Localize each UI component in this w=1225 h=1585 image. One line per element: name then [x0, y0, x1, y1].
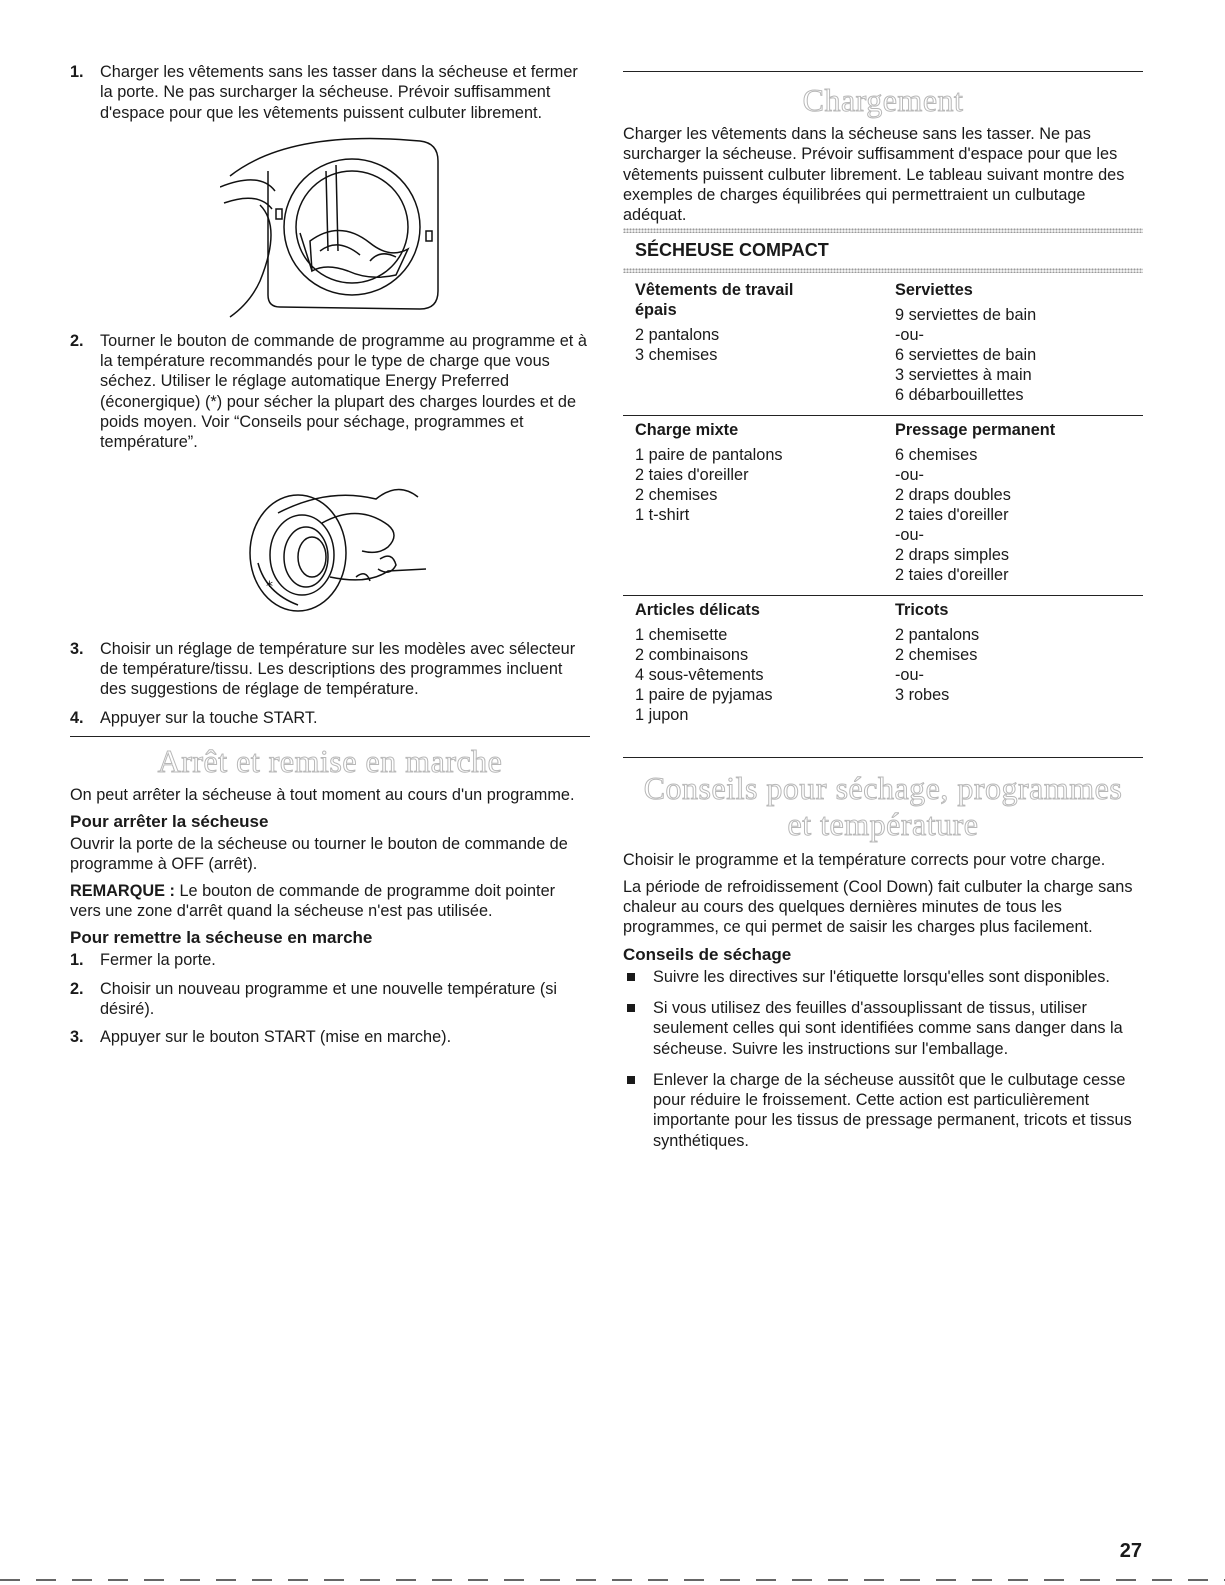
- cell-heading: Serviettes: [895, 281, 973, 300]
- cell-item: 1 jupon: [635, 706, 689, 725]
- cell-item: 2 combinaisons: [635, 646, 749, 665]
- chargement-title: Chargement: [802, 82, 964, 118]
- step-item: [70, 1027, 590, 1047]
- table-cell: [623, 596, 883, 736]
- control-knob-icon: [238, 473, 428, 613]
- cell-item: 3 serviettes à main: [895, 366, 1032, 385]
- cell-item: 6 débarbouillettes: [895, 386, 1024, 405]
- stop-text: Ouvrir la porte de la sécheuse ou tourner le bouton de commande de programme à OFF (arrêt).: [70, 835, 568, 874]
- table-row: [623, 276, 1143, 416]
- cell-item: 2 pantalons: [635, 326, 720, 345]
- step-number: 3.: [70, 1028, 84, 1047]
- bottom-dashed-border: [0, 1579, 1225, 1581]
- section-divider: [623, 757, 1143, 758]
- cell-item: -ou-: [895, 526, 924, 545]
- dryer-door-icon: [220, 131, 450, 321]
- restart-steps-list: [70, 950, 590, 1047]
- right-column: [623, 71, 1143, 1162]
- cell-item: 4 sous-vêtements: [635, 666, 764, 685]
- cell-item: 2 draps simples: [895, 546, 1010, 565]
- step-text: Appuyer sur le bouton START (mise en marche).: [100, 1028, 452, 1047]
- section-divider: [70, 736, 590, 737]
- step-number: 3.: [70, 639, 84, 658]
- cell-heading: Charge mixte: [635, 421, 739, 440]
- step-item: [70, 979, 590, 1020]
- program-steps-list: [70, 331, 590, 453]
- load-examples-table: [623, 276, 1143, 735]
- square-bullet-icon: [627, 973, 635, 981]
- cell-item: -ou-: [895, 326, 924, 345]
- tips-list: [623, 967, 1143, 1151]
- step-item: [70, 639, 590, 700]
- conseils-p1: Choisir le programme et la température corrects pour votre charge.: [623, 851, 1106, 870]
- dotted-rule: [623, 268, 1143, 273]
- step-number: 1.: [70, 63, 84, 81]
- tip-text: Suivre les directives sur l'étiquette lorsqu'elles sont disponibles.: [653, 967, 1110, 986]
- temperature-steps-list: [70, 639, 590, 728]
- loading-steps-list: [70, 62, 590, 123]
- stop-intro: On peut arrêter la sécheuse à tout moment au cours d'un programme.: [70, 785, 575, 804]
- step-number: 2.: [70, 331, 84, 350]
- table-cell: [623, 416, 883, 596]
- restart-heading: Pour remettre la sécheuse en marche: [70, 928, 373, 948]
- step-text: Choisir un nouveau programme et une nouvelle température (si désiré).: [100, 979, 558, 1018]
- cell-item: 2 taies d'oreiller: [895, 566, 1009, 585]
- cell-item: 9 serviettes de bain: [895, 306, 1037, 325]
- cell-item: 2 chemises: [895, 646, 978, 665]
- step-item: [70, 62, 590, 123]
- cell-item: 3 chemises: [635, 346, 718, 365]
- note-text: Le bouton de commande de programme doit pointer vers une zone d'arrêt quand la sécheuse n'est pas utilisée.: [70, 881, 556, 921]
- table-cell: [883, 276, 1143, 416]
- cell-heading: Vêtements de travail épais: [635, 281, 794, 320]
- note-label: REMARQUE :: [70, 881, 175, 900]
- cell-heading: Tricots: [895, 601, 949, 620]
- tip-text: Enlever la charge de la sécheuse aussitôt que le culbutage cesse pour réduire le froissement. Cette action est particulièrement importante pour les tissus de pressage permanent, tricots et tissus synthétiques.: [653, 1070, 1132, 1150]
- step-number: 4.: [70, 708, 84, 727]
- cell-item: 2 draps doubles: [895, 486, 1011, 505]
- list-item: [623, 967, 1143, 987]
- step-text: Fermer la porte.: [100, 951, 216, 970]
- chargement-text: Charger les vêtements dans la sécheuse sans les tasser. Ne pas surcharger la sécheuse. Prévoir suffisamment d'espace pour que les vêtements puissent culbuter librement. Le tableau suivant montre des exemples de charges équilibrées qui permettraient un culbutage adéquat.: [623, 125, 1125, 225]
- cell-item: 6 serviettes de bain: [895, 346, 1037, 365]
- step-item: [70, 708, 590, 728]
- cell-item: 2 taies d'oreiller: [895, 506, 1009, 525]
- cell-item: -ou-: [895, 466, 924, 485]
- cell-item: 3 robes: [895, 686, 950, 705]
- step-number: 1.: [70, 951, 84, 970]
- tip-text: Si vous utilisez des feuilles d'assouplissant de tissus, utiliser seulement celles qui sont identifiées comme sans danger dans la sécheuse. Suivre les instructions sur l'emballage.: [653, 998, 1123, 1058]
- table-cell: [623, 276, 883, 416]
- table-row: [623, 416, 1143, 596]
- step-text: Tourner le bouton de commande de programme au programme et à la température recommandés pour le type de charge que vous séchez. Utiliser le réglage automatique Energy Preferred (éconergique) (*) pour sécher la plupart des charges lourdes et de poids moyen. Voir “Conseils pour séchage, programmes et température”.: [100, 331, 587, 452]
- step-text: Choisir un réglage de température sur les modèles avec sélecteur de température/tissu. Les descriptions des programmes incluent des suggestions de réglage de température.: [100, 639, 576, 699]
- note-paragraph: [70, 881, 590, 922]
- step-text: Appuyer sur la touche START.: [100, 708, 318, 727]
- dryer-door-illustration: [220, 131, 590, 321]
- step-item: [70, 331, 590, 453]
- section-divider: [623, 71, 1143, 72]
- step-number: 2.: [70, 979, 84, 998]
- tips-heading: Conseils de séchage: [623, 944, 792, 964]
- step-item: [70, 950, 590, 970]
- stop-restart-title: Arrêt et remise en marche: [157, 742, 503, 779]
- table-cell: [883, 596, 1143, 736]
- cell-item: 2 pantalons: [895, 626, 980, 645]
- conseils-p2: La période de refroidissement (Cool Down) fait culbuter la charge sans chaleur au cours des quelques dernières minutes de tous les programmes, ce qui permet de saisir les charges plus facilement.: [623, 877, 1133, 937]
- table-cell: [883, 416, 1143, 596]
- knob-hand-illustration: [238, 473, 590, 613]
- page-number: 27: [1119, 1540, 1142, 1562]
- cell-heading: Articles délicats: [635, 601, 760, 620]
- cell-item: 1 chemisette: [635, 626, 728, 645]
- stop-heading: Pour arrêter la sécheuse: [70, 812, 269, 832]
- table-row: [623, 596, 1143, 736]
- cell-item: 2 chemises: [635, 486, 718, 505]
- list-item: [623, 998, 1143, 1059]
- cell-item: 6 chemises: [895, 446, 978, 465]
- conseils-title: Conseils pour séchage, programmes et température: [643, 770, 1123, 843]
- step-text: Charger les vêtements sans les tasser dans la sécheuse et fermer la porte. Ne pas surcharger la sécheuse. Prévoir suffisamment d'espace pour que les vêtements puissent culbuter librement.: [100, 63, 578, 122]
- dotted-rule: [623, 228, 1143, 233]
- load-table-title: SÉCHEUSE COMPACT: [635, 240, 829, 261]
- square-bullet-icon: [627, 1004, 635, 1012]
- cell-item: 1 paire de pyjamas: [635, 686, 773, 705]
- list-item: [623, 1070, 1143, 1151]
- cell-heading: Pressage permanent: [895, 421, 1056, 440]
- cell-item: 1 paire de pantalons: [635, 446, 783, 465]
- cell-item: 2 taies d'oreiller: [635, 466, 749, 485]
- left-column: [70, 62, 590, 1056]
- cell-item: 1 t-shirt: [635, 506, 690, 525]
- cell-item: -ou-: [895, 666, 924, 685]
- asterisk-mark: *: [266, 578, 273, 595]
- square-bullet-icon: [627, 1076, 635, 1084]
